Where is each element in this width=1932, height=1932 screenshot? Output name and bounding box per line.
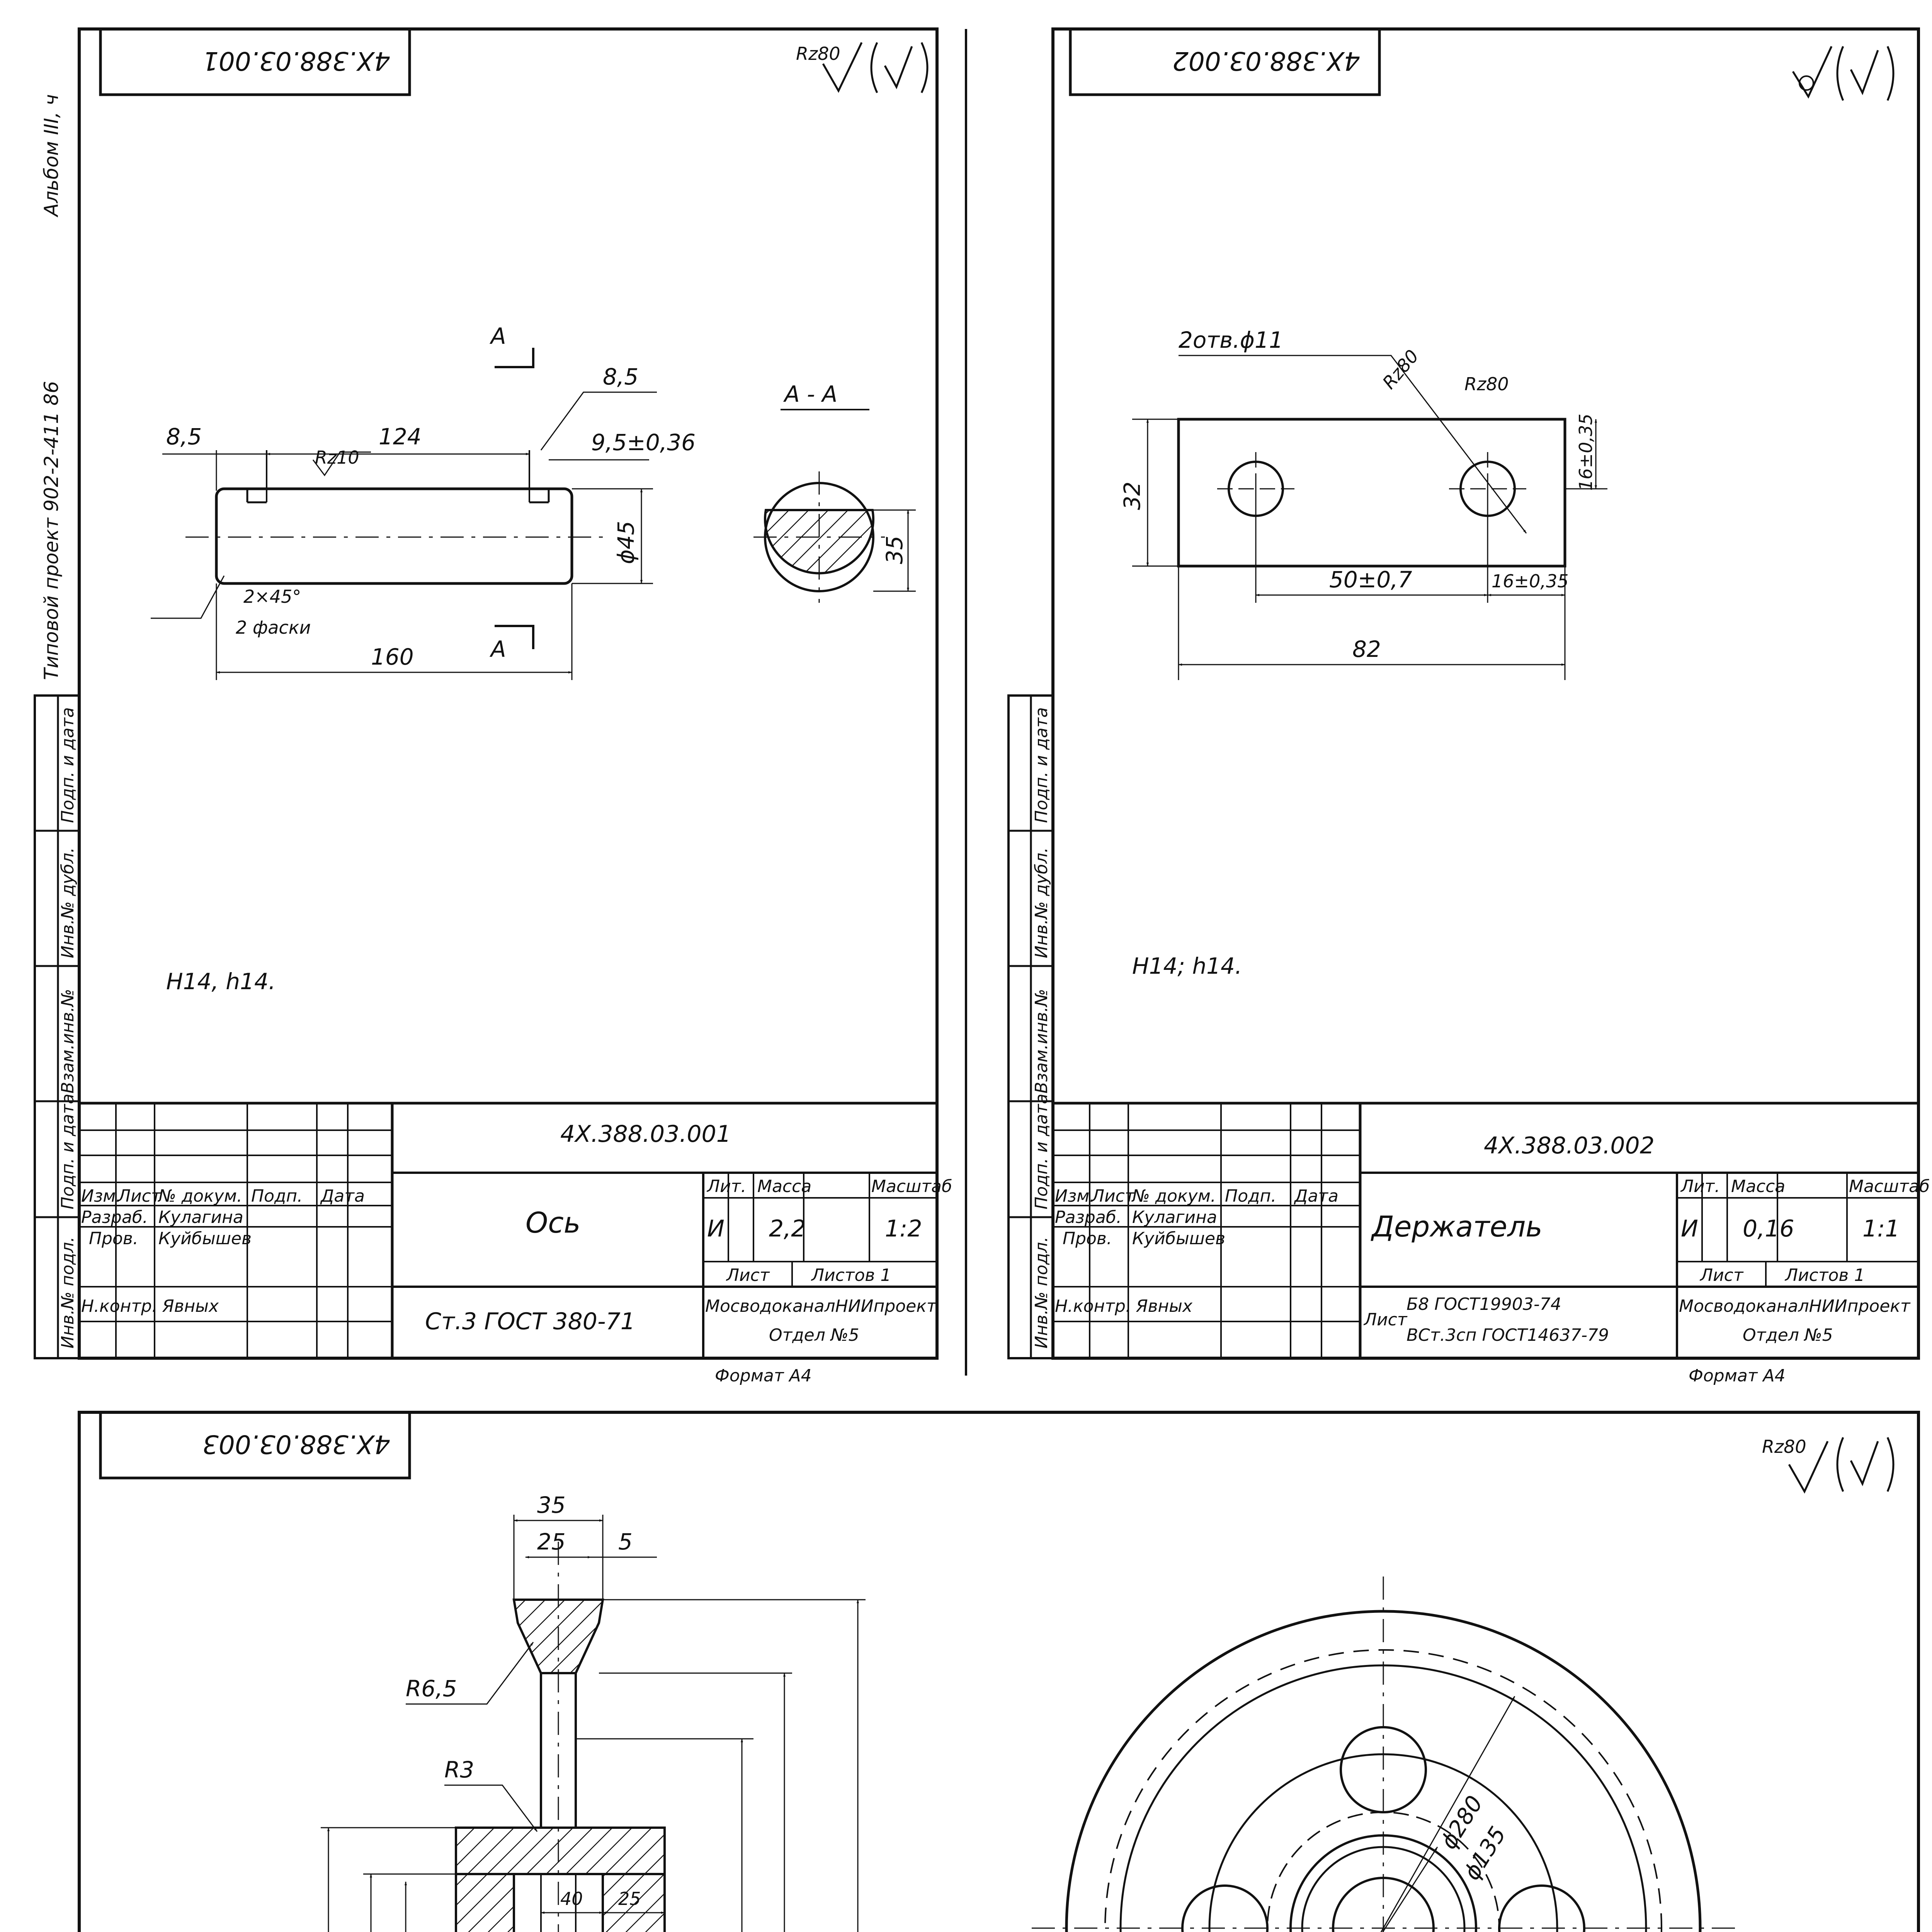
side-label: Инв.№ подл. (1032, 1236, 1051, 1349)
dim-16-right: 16±0,35 (1575, 413, 1596, 491)
chamfer-label: 2×45° (243, 586, 301, 607)
dim-25: 25 (537, 1529, 566, 1555)
side-label: Подп. и дата (58, 1094, 78, 1209)
side-stamp-labels-2 (1032, 707, 1051, 1349)
dim-32: 32 (1119, 481, 1145, 510)
sidebar-project-text: Типовой проект 902-2-411 86 (40, 381, 63, 680)
sheet-header: Лист (726, 1265, 770, 1285)
roller-section (321, 1515, 866, 1932)
name-checker: Куйбышев (1132, 1229, 1226, 1248)
organization: МосводоканалНИИпроект (1679, 1296, 1910, 1316)
dim-diameter-280: ϕ280 (1435, 1791, 1488, 1854)
title-block-name: Ось (526, 1206, 581, 1240)
sheet-frame (79, 1412, 1918, 1932)
sidebar-album-text: Альбом III, ч (40, 94, 63, 216)
mass-value: 2,2 (769, 1215, 806, 1242)
rev-header: Подп. (1225, 1186, 1277, 1206)
title-block-name: Держатель (1372, 1210, 1543, 1243)
side-label: Взам.инв.№ (58, 989, 78, 1094)
title-block-code: 4Х.388.03.001 (560, 1121, 731, 1148)
rz-label: Rz80 (1378, 345, 1423, 393)
dim-35: 35 (881, 536, 908, 564)
title-block-material: Ст.3 ГОСТ 380-71 (425, 1308, 635, 1335)
name-developer: Кулагина (158, 1208, 243, 1227)
material-line-2: ВСт.3сп ГОСТ14637-79 (1406, 1325, 1609, 1345)
department: Отдел №5 (769, 1325, 859, 1345)
album-sidebar (40, 94, 63, 680)
side-stamp-labels-1 (58, 707, 78, 1349)
section-view (753, 410, 916, 603)
text-layer (58, 43, 1930, 1932)
rev-header: № докум. (1132, 1186, 1216, 1206)
scale-value: 1:2 (885, 1215, 922, 1242)
dim-40: 40 (560, 1888, 583, 1909)
roughness-value: Rz80 (1762, 1436, 1806, 1457)
rev-header: Подп. (251, 1186, 303, 1206)
department: Отдел №5 (1743, 1325, 1833, 1345)
scale-header: Масштаб (871, 1177, 952, 1196)
sheet-roller (35, 1412, 1918, 1932)
radius-6-5: R6,5 (406, 1675, 457, 1702)
lit-header: Лит. (707, 1177, 747, 1196)
section-mark-top: А (491, 323, 506, 349)
rev-header: Изм. (81, 1186, 121, 1206)
name-norm-control: Явных (162, 1296, 219, 1316)
inverted-code: 4Х.388.03.003 (202, 1429, 390, 1459)
role-developer: Разраб. (1055, 1208, 1122, 1227)
lit-header: Лит. (1681, 1177, 1720, 1196)
side-label: Подп. и дата (1032, 707, 1051, 823)
sheet-header: Лист (1700, 1265, 1743, 1285)
side-label: Подп. и дата (1032, 1094, 1051, 1209)
letter-value: И (1681, 1215, 1698, 1242)
tolerance-note: H14; h14. (1132, 953, 1242, 979)
sheet-holder (966, 29, 1918, 1376)
scale-value: 1:1 (1862, 1215, 1900, 1242)
roller-front-view (1032, 1577, 1785, 1932)
role-norm-control: Н.контр. (1055, 1296, 1131, 1316)
role-checker: Пров. (89, 1229, 138, 1248)
dim-25-inner: 25 (618, 1888, 641, 1909)
dim-35: 35 (537, 1492, 566, 1518)
organization: МосводоканалНИИпроект (705, 1296, 937, 1316)
sheets-header: Листов 1 (811, 1265, 891, 1285)
role-norm-control: Н.контр. (81, 1296, 157, 1316)
dim-82: 82 (1352, 636, 1381, 662)
inverted-code: 4Х.388.03.002 (1172, 46, 1360, 76)
mass-header: Масса (757, 1177, 812, 1196)
name-norm-control: Явных (1136, 1296, 1193, 1316)
dim-16-bottom: 16±0,35 (1492, 571, 1569, 592)
rz-label: Rz80 (1464, 374, 1509, 395)
scale-header: Масштаб (1849, 1177, 1930, 1196)
rz10-label: Rz10 (315, 447, 359, 468)
material-prefix: Лист (1364, 1310, 1407, 1330)
dim-diameter-135: ϕ135 (1458, 1822, 1511, 1885)
dim-160: 160 (371, 644, 414, 670)
section-mark-bottom: А (491, 636, 506, 662)
mass-value: 0,16 (1743, 1215, 1794, 1242)
axle-drawing (151, 348, 657, 680)
dim-diameter-45: ϕ45 (613, 520, 639, 564)
chamfer-note: 2 фаски (236, 617, 311, 638)
rev-header: Дата (1294, 1186, 1338, 1206)
inverted-code: 4Х.388.03.001 (202, 46, 390, 76)
section-label: А - А (784, 381, 838, 407)
side-label: Взам.инв.№ (1032, 989, 1051, 1094)
dim-9-5: 9,5±0,36 (591, 429, 696, 456)
sheet-frame (79, 29, 937, 1358)
dim-8-5-left: 8,5 (166, 423, 202, 450)
name-developer: Кулагина (1132, 1208, 1217, 1227)
rev-header: Дата (321, 1186, 365, 1206)
side-label: Инв.№ подл. (58, 1236, 78, 1349)
dim-124: 124 (379, 423, 422, 450)
roughness-symbol (1793, 46, 1893, 100)
tolerance-note: H14, h14. (166, 968, 276, 995)
sheets-header: Листов 1 (1785, 1265, 1865, 1285)
material-line-1: Б8 ГОСТ19903-74 (1406, 1294, 1561, 1314)
side-label: Инв.№ дубл. (58, 847, 78, 958)
role-checker: Пров. (1063, 1229, 1112, 1248)
side-label: Инв.№ дубл. (1032, 847, 1051, 958)
title-block-code: 4Х.388.03.002 (1484, 1132, 1655, 1159)
sheet-axle (35, 29, 937, 1358)
mass-header: Масса (1731, 1177, 1786, 1196)
rev-header: Лист (118, 1186, 161, 1206)
dim-50: 50±0,7 (1329, 566, 1412, 593)
holes-label: 2отв.ϕ11 (1179, 327, 1283, 353)
name-checker: Куйбышев (158, 1229, 252, 1248)
dim-5: 5 (618, 1529, 633, 1555)
side-label: Подп. и дата (58, 707, 78, 823)
role-developer: Разраб. (81, 1208, 148, 1227)
rev-header: № докум. (158, 1186, 242, 1206)
rev-header: Изм. (1055, 1186, 1095, 1206)
rev-header: Лист (1092, 1186, 1135, 1206)
format-label: Формат А4 (715, 1366, 812, 1386)
letter-value: И (707, 1215, 724, 1242)
dim-8-5-right: 8,5 (603, 364, 639, 390)
roughness-value: Rz80 (796, 43, 840, 64)
holder-drawing (1132, 355, 1607, 680)
format-label: Формат А4 (1689, 1366, 1786, 1386)
radius-3: R3 (444, 1757, 474, 1783)
